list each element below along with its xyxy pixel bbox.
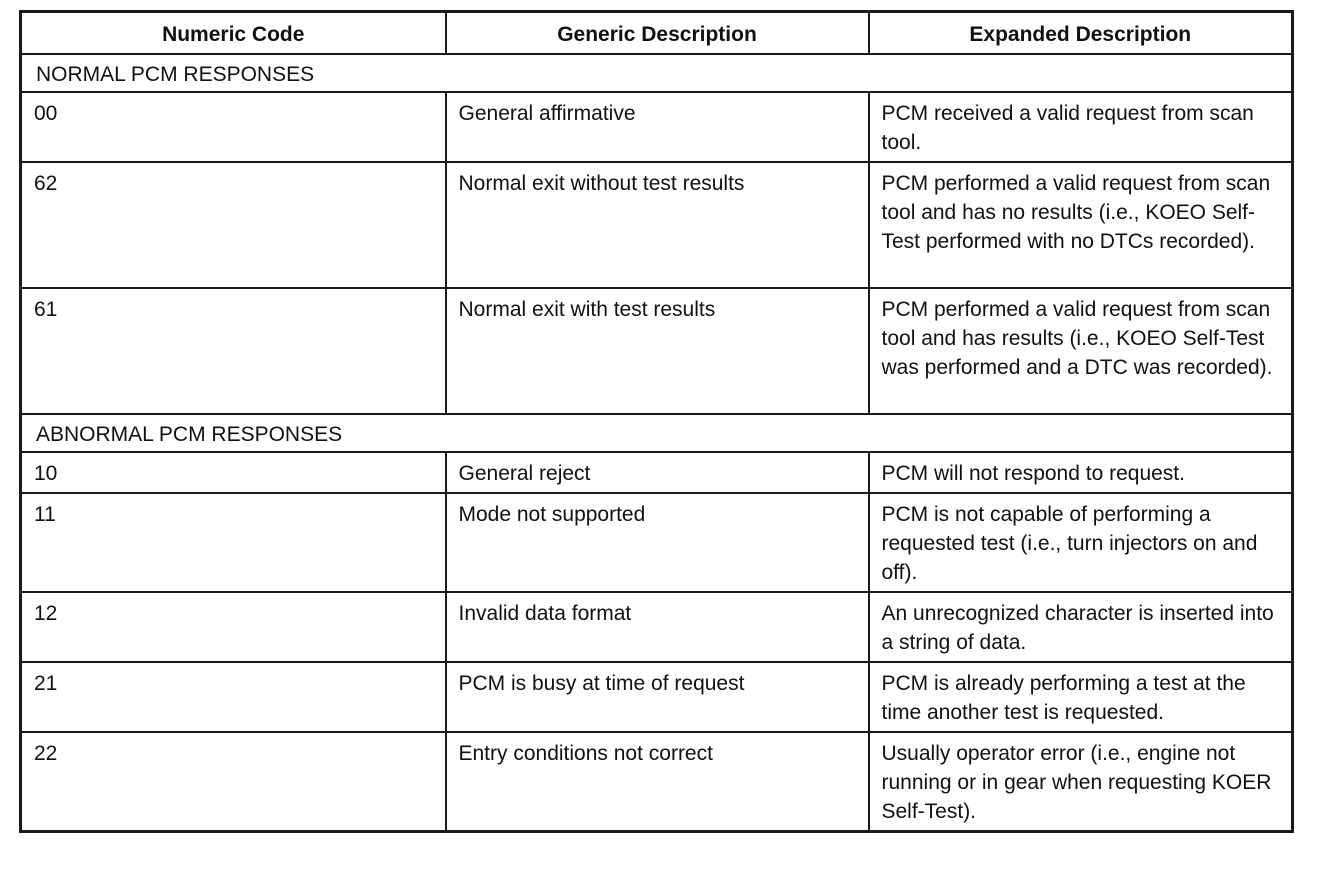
pcm-response-codes-table: [19, 10, 1294, 833]
cell-code: 61: [21, 288, 446, 414]
table-row: [21, 288, 1293, 414]
cell-code: 21: [21, 662, 446, 732]
cell-expanded: PCM received a valid request from scan tool.: [869, 92, 1293, 162]
section-title: ABNORMAL PCM RESPONSES: [21, 414, 1293, 452]
section-row-abnormal: [21, 414, 1293, 452]
cell-expanded: An unrecognized character is inserted into a string of data.: [869, 592, 1293, 662]
cell-generic: Normal exit without test results: [446, 162, 869, 288]
cell-generic: Invalid data format: [446, 592, 869, 662]
cell-code: 22: [21, 732, 446, 832]
cell-expanded: PCM performed a valid request from scan tool and has no results (i.e., KOEO Self-Test performed with no DTCs recorded).: [869, 162, 1293, 288]
section-title: NORMAL PCM RESPONSES: [21, 54, 1293, 92]
table-row: [21, 662, 1293, 732]
table-row: [21, 493, 1293, 592]
document-page: [19, 10, 1291, 833]
cell-code: 00: [21, 92, 446, 162]
cell-generic: PCM is busy at time of request: [446, 662, 869, 732]
cell-code: 62: [21, 162, 446, 288]
table-row: [21, 732, 1293, 832]
table-row: [21, 452, 1293, 493]
header-numeric-code: Numeric Code: [21, 12, 446, 55]
header-expanded-description: Expanded Description: [869, 12, 1293, 55]
cell-expanded: PCM will not respond to request.: [869, 452, 1293, 493]
cell-code: 11: [21, 493, 446, 592]
cell-expanded: PCM is not capable of performing a requested test (i.e., turn injectors on and off).: [869, 493, 1293, 592]
cell-code: 12: [21, 592, 446, 662]
cell-expanded: PCM is already performing a test at the time another test is requested.: [869, 662, 1293, 732]
cell-generic: General affirmative: [446, 92, 869, 162]
table-row: [21, 162, 1293, 288]
cell-code: 10: [21, 452, 446, 493]
cell-expanded: Usually operator error (i.e., engine not running or in gear when requesting KOER Self-Test).: [869, 732, 1293, 832]
section-row-normal: [21, 54, 1293, 92]
cell-generic: Mode not supported: [446, 493, 869, 592]
table-row: [21, 592, 1293, 662]
table-row: [21, 92, 1293, 162]
cell-generic: Normal exit with test results: [446, 288, 869, 414]
cell-generic: Entry conditions not correct: [446, 732, 869, 832]
cell-expanded: PCM performed a valid request from scan tool and has results (i.e., KOEO Self-Test was performed and a DTC was recorded).: [869, 288, 1293, 414]
header-row: [21, 12, 1293, 55]
cell-generic: General reject: [446, 452, 869, 493]
header-generic-description: Generic Description: [446, 12, 869, 55]
